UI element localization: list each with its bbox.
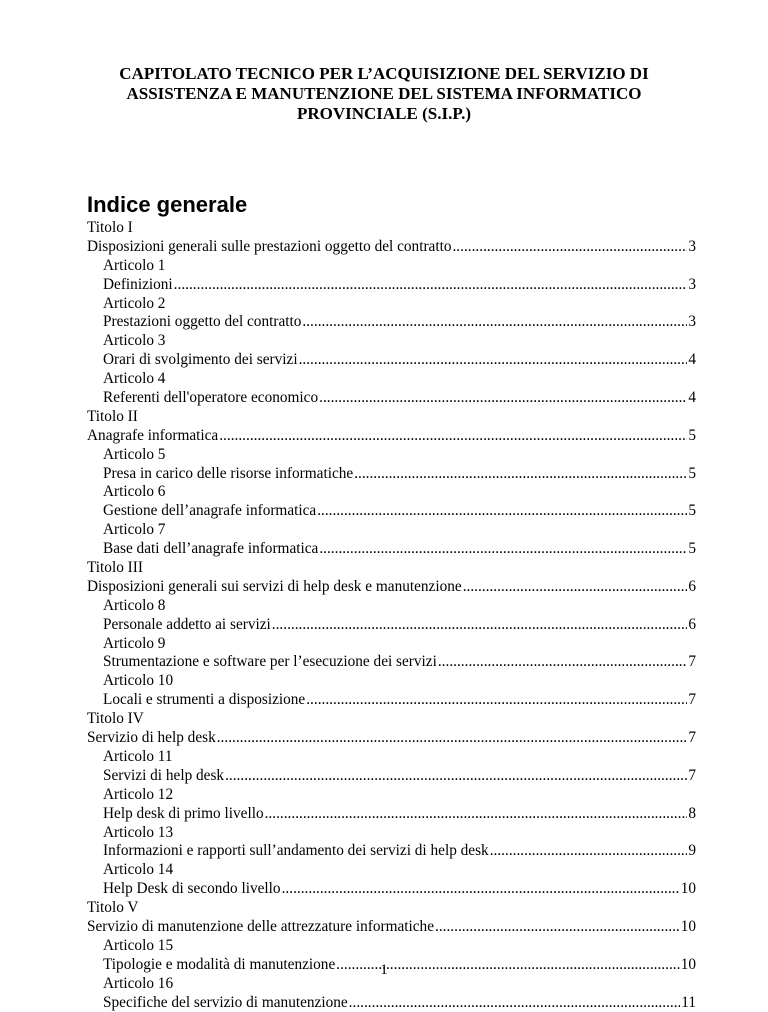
toc-entry-article[interactable] [87,994,696,1012]
toc-dot-leader [299,351,688,370]
toc-entry-text: Strumentazione e software per l’esecuzione dei servizi [103,653,437,671]
toc-dot-leader [435,918,680,937]
toc-entry-article[interactable] [87,805,696,824]
toc-entry-text: Articolo 8 [103,596,166,614]
toc-page-number: 10 [680,955,696,973]
toc-entry-article[interactable] [87,672,696,691]
toc-page-number: 4 [688,351,696,369]
toc-entry-text: Articolo 4 [103,370,166,388]
toc-entry-article[interactable] [87,635,696,654]
toc-entry-text: Disposizioni generali sui servizi di help desk e manutenzione [87,577,462,595]
toc-page-number: 10 [680,917,696,935]
toc-entry-text: Definizioni [103,275,173,293]
toc-entry-text: Tipologie e modalità di manutenzione [103,955,336,973]
toc-entry-article[interactable] [87,370,696,389]
toc-entry-text: Articolo 16 [103,974,174,992]
toc-entry-text: Locali e strumenti a disposizione [103,691,306,709]
toc-entry-article[interactable] [87,313,696,332]
toc-page-number: 9 [688,842,696,860]
toc-entry-text: Referenti dell'operatore economico [103,389,319,407]
toc-entry-article[interactable] [87,861,696,880]
toc-entry-title[interactable] [87,408,696,427]
toc-entry-article[interactable] [87,521,696,540]
toc-entry-text: Servizio di manutenzione delle attrezzature informatiche [87,917,434,935]
toc-entry-title[interactable] [87,219,696,238]
toc-entry-text: Titolo V [87,899,139,917]
toc-entry-text: Articolo 15 [103,936,174,954]
toc-entry-text: Disposizioni generali sulle prestazioni oggetto del contratto [87,237,452,255]
toc-page-number: 4 [688,389,696,407]
toc-entry-text: Titolo II [87,407,138,425]
toc-entry-text: Articolo 13 [103,823,174,841]
toc-dot-leader [265,805,688,824]
toc-entry-article[interactable] [87,351,696,370]
toc-entry-article[interactable] [87,483,696,502]
toc-page-number: 8 [688,804,696,822]
toc-page-number: 5 [688,464,696,482]
toc-page-number: 6 [688,615,696,633]
toc-page-number: 6 [688,577,696,595]
document-title-line: ASSISTENZA E MANUTENZIONE DEL SISTEMA INFORMATICO [126,84,642,103]
toc-dot-leader [319,389,687,408]
toc-dot-leader [349,994,681,1012]
toc-entry-text: Anagrafe informatica [87,426,219,444]
toc-page-number: 3 [688,313,696,331]
document-title [0,64,768,124]
toc-entry-text: Articolo 7 [103,521,166,539]
toc-entry-text: Help Desk di secondo livello [103,880,281,898]
toc-dot-leader [225,767,687,786]
toc-entry-text: Articolo 14 [103,861,174,879]
toc-dot-leader [282,880,680,899]
toc-entry-title[interactable] [87,710,696,729]
toc-entry-text: Informazioni e rapporti sull’andamento dei servizi di help desk [103,842,489,860]
toc-entry-text: Personale addetto ai servizi [103,615,271,633]
toc-entry-article[interactable] [87,616,696,635]
toc-entry-text: Articolo 1 [103,256,166,274]
toc-entry-article[interactable] [87,332,696,351]
toc-entry-text: Specifiche del servizio di manutenzione [103,993,348,1011]
toc-entry-text: Prestazioni oggetto del contratto [103,313,302,331]
toc-entry-text: Help desk di primo livello [103,804,264,822]
toc-page-number: 3 [688,237,696,255]
toc-entry-article[interactable] [87,276,696,295]
toc-entry-article[interactable] [87,767,696,786]
toc-entry-article[interactable] [87,389,696,408]
toc-entry-text: Servizi di help desk [103,766,225,784]
toc-entry-text: Articolo 10 [103,672,174,690]
toc-entry-text: Articolo 3 [103,332,166,350]
toc-dot-leader [217,729,688,748]
toc-dot-leader [219,427,687,446]
toc-entry-article[interactable] [87,748,696,767]
toc-entry-text: Articolo 5 [103,445,166,463]
toc-entry-text: Orari di svolgimento dei servizi [103,351,298,369]
toc-dot-leader [438,653,688,672]
toc-entry-text: Titolo IV [87,710,144,728]
toc-page-number: 11 [681,993,696,1011]
toc-page-number: 5 [688,426,696,444]
toc-entry-article[interactable] [87,295,696,314]
toc-entry-title[interactable] [87,578,696,597]
toc-entry-article[interactable] [87,824,696,843]
toc-dot-leader [452,238,687,257]
toc-entry-text: Articolo 2 [103,294,166,312]
toc-entry-text: Articolo 6 [103,483,166,501]
toc-entry-article[interactable] [87,597,696,616]
toc-dot-leader [490,842,688,861]
toc-entry-text: Titolo I [87,219,133,236]
toc-entry-text: Articolo 11 [103,747,173,765]
toc-entry-title[interactable] [87,918,696,937]
toc-entry-article[interactable] [87,257,696,276]
toc-page-number: 7 [688,653,696,671]
toc-page-number: 5 [688,540,696,558]
toc-entry-article[interactable] [87,842,696,861]
toc-dot-leader [174,276,688,295]
toc-entry-title[interactable] [87,427,696,446]
toc-dot-leader [463,578,688,597]
toc-dot-leader [317,502,687,521]
toc-dot-leader [354,465,687,484]
toc-entry-article[interactable] [87,937,696,956]
toc-entry-text: Base dati dell’anagrafe informatica [103,540,319,558]
table-of-contents [87,219,696,1012]
toc-entry-text: Gestione dell’anagrafe informatica [103,502,317,520]
toc-entry-article[interactable] [87,502,696,521]
toc-dot-leader [306,691,687,710]
toc-entry-text: Servizio di help desk [87,729,216,747]
document-title-line: CAPITOLATO TECNICO PER L’ACQUISIZIONE DEL SERVIZIO DI [119,64,649,83]
page-number: 1 [380,962,388,978]
toc-entry-article[interactable] [87,540,696,559]
toc-entry-article[interactable] [87,653,696,672]
toc-page-number: 10 [680,880,696,898]
document-title-line: PROVINCIALE (S.I.P.) [296,104,472,123]
toc-page-number: 7 [688,691,696,709]
toc-entry-text: Articolo 12 [103,785,174,803]
toc-dot-leader [272,616,688,635]
toc-dot-leader [319,540,687,559]
toc-page-number: 7 [688,729,696,747]
toc-entry-title[interactable] [87,238,696,257]
toc-page-number: 5 [688,502,696,520]
toc-entry-title[interactable] [87,729,696,748]
toc-entry-title[interactable] [87,899,696,918]
toc-entry-title[interactable] [87,559,696,578]
toc-dot-leader [302,313,687,332]
toc-entry-text: Articolo 9 [103,634,166,652]
toc-entry-article[interactable] [87,691,696,710]
toc-entry-article[interactable] [87,465,696,484]
toc-entry-text: Presa in carico delle risorse informatiche [103,464,354,482]
toc-page-number: 3 [688,275,696,293]
toc-entry-text: Titolo III [87,559,143,577]
toc-page-number: 7 [688,766,696,784]
toc-entry-article[interactable] [87,786,696,805]
toc-entry-article[interactable] [87,446,696,465]
toc-entry-article[interactable] [87,880,696,899]
index-heading: Indice generale [87,192,248,217]
